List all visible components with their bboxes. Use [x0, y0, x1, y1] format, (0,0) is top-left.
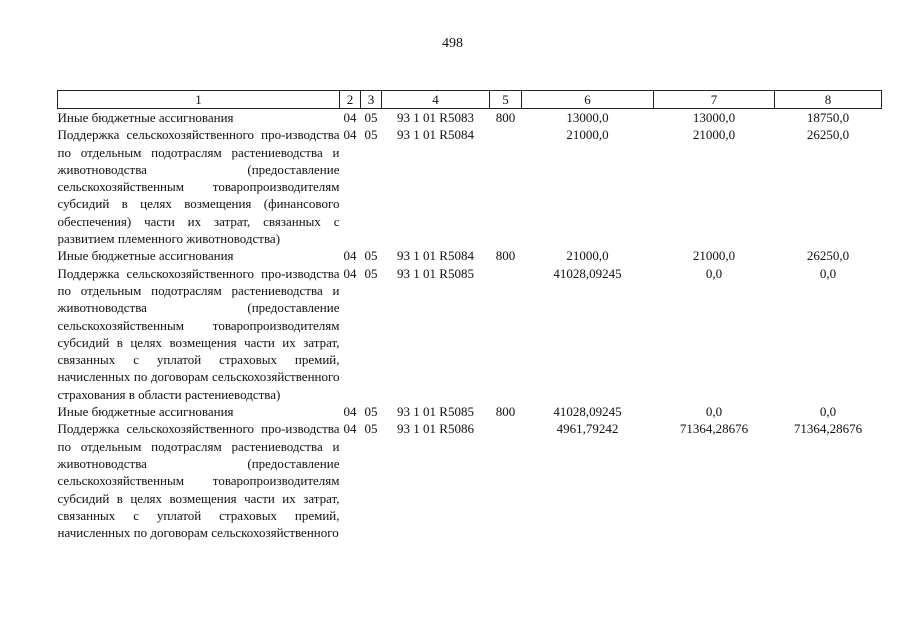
table-row	[58, 265, 882, 403]
cell-amount-6: 13000,0	[566, 110, 609, 125]
cell-amount-7: 71364,28676	[679, 421, 749, 437]
cell-amount-7: 13000,0	[692, 110, 736, 125]
column-header-5: 5	[490, 91, 522, 109]
cell-expense-type	[490, 420, 522, 541]
table-row	[58, 420, 882, 541]
cell-section: 04	[343, 248, 357, 264]
cell-amount-6: 41028,09245	[553, 265, 622, 281]
cell-target-code: 93 1 01 R5083	[397, 110, 474, 125]
cell-amount-8: 0,0	[819, 404, 837, 420]
cell-expense-type: 800	[495, 248, 516, 264]
table-row	[58, 109, 882, 127]
column-header-6: 6	[522, 91, 654, 109]
cell-expense-type	[490, 265, 522, 403]
cell-amount-7: 0,0	[705, 265, 723, 281]
cell-expense-type	[490, 126, 522, 247]
cell-amount-8: 18750,0	[806, 110, 850, 125]
page-number: 498	[442, 36, 463, 51]
cell-amount-6: 21000,0	[566, 127, 609, 143]
table-row	[58, 403, 882, 420]
column-header-1: 1	[58, 91, 340, 109]
cell-amount-8: 0,0	[819, 265, 837, 281]
cell-target-code: 93 1 01 R5085	[397, 404, 474, 420]
cell-subsection: 05	[364, 127, 378, 143]
table-row	[58, 247, 882, 264]
cell-subsection: 05	[364, 404, 378, 420]
cell-amount-7: 0,0	[705, 404, 723, 420]
cell-amount-7: 21000,0	[692, 127, 736, 143]
row-name: Поддержка сельскохозяйственного про-изводства по отдельным подотраслям растениеводства и животноводства (предоставление сельскохозяйственным товаропроизводителям субсидий в целях возмещения части их затрат, связанных с уплатой страховых премий, начисленных по договорам сельскохозяйственного	[57, 421, 340, 541]
cell-subsection: 05	[364, 265, 378, 281]
cell-amount-6: 21000,0	[566, 248, 609, 264]
column-header-8: 8	[775, 91, 882, 109]
table-row	[58, 126, 882, 247]
row-name: Иные бюджетные ассигнования	[57, 110, 234, 125]
cell-section: 04	[343, 127, 357, 143]
cell-subsection: 05	[364, 248, 378, 264]
row-name: Поддержка сельскохозяйственного про-изводства по отдельным подотраслям растениеводства и животноводства (предоставление сельскохозяйственным товаропроизводителям субсидий в целях возмещения (финансового обеспечения) части их затрат, связанных с развитием племенного животноводства)	[57, 127, 340, 247]
column-header-4: 4	[382, 91, 490, 109]
cell-subsection: 05	[364, 110, 378, 125]
cell-amount-7: 21000,0	[692, 248, 736, 264]
cell-section: 04	[343, 421, 357, 437]
cell-expense-type: 800	[495, 404, 516, 420]
budget-table	[57, 90, 882, 541]
cell-amount-8: 26250,0	[806, 127, 850, 143]
table-header-row	[58, 91, 882, 109]
cell-amount-6: 41028,09245	[553, 404, 622, 420]
cell-target-code: 93 1 01 R5086	[397, 421, 474, 437]
cell-target-code: 93 1 01 R5084	[397, 127, 474, 143]
cell-subsection: 05	[364, 421, 378, 437]
cell-amount-6: 4961,79242	[556, 421, 619, 437]
cell-section: 04	[343, 110, 357, 125]
row-name: Поддержка сельскохозяйственного про-изводства по отдельным подотраслям растениеводства и животноводства (предоставление сельскохозяйственным товаропроизводителям субсидий в целях возмещения части их затрат, связанных с уплатой страховых премий, начисленных по договорам сельскохозяйственного страхования в области растениеводства)	[57, 265, 340, 402]
cell-expense-type: 800	[495, 110, 516, 125]
column-header-3: 3	[361, 91, 382, 109]
cell-amount-8: 71364,28676	[793, 421, 863, 437]
row-name: Иные бюджетные ассигнования	[57, 248, 234, 264]
cell-section: 04	[343, 265, 357, 281]
cell-target-code: 93 1 01 R5085	[397, 265, 474, 281]
row-name: Иные бюджетные ассигнования	[57, 404, 234, 420]
column-header-2: 2	[340, 91, 361, 109]
cell-amount-8: 26250,0	[806, 248, 850, 264]
column-header-7: 7	[654, 91, 775, 109]
cell-target-code: 93 1 01 R5084	[397, 248, 474, 264]
cell-section: 04	[343, 404, 357, 420]
